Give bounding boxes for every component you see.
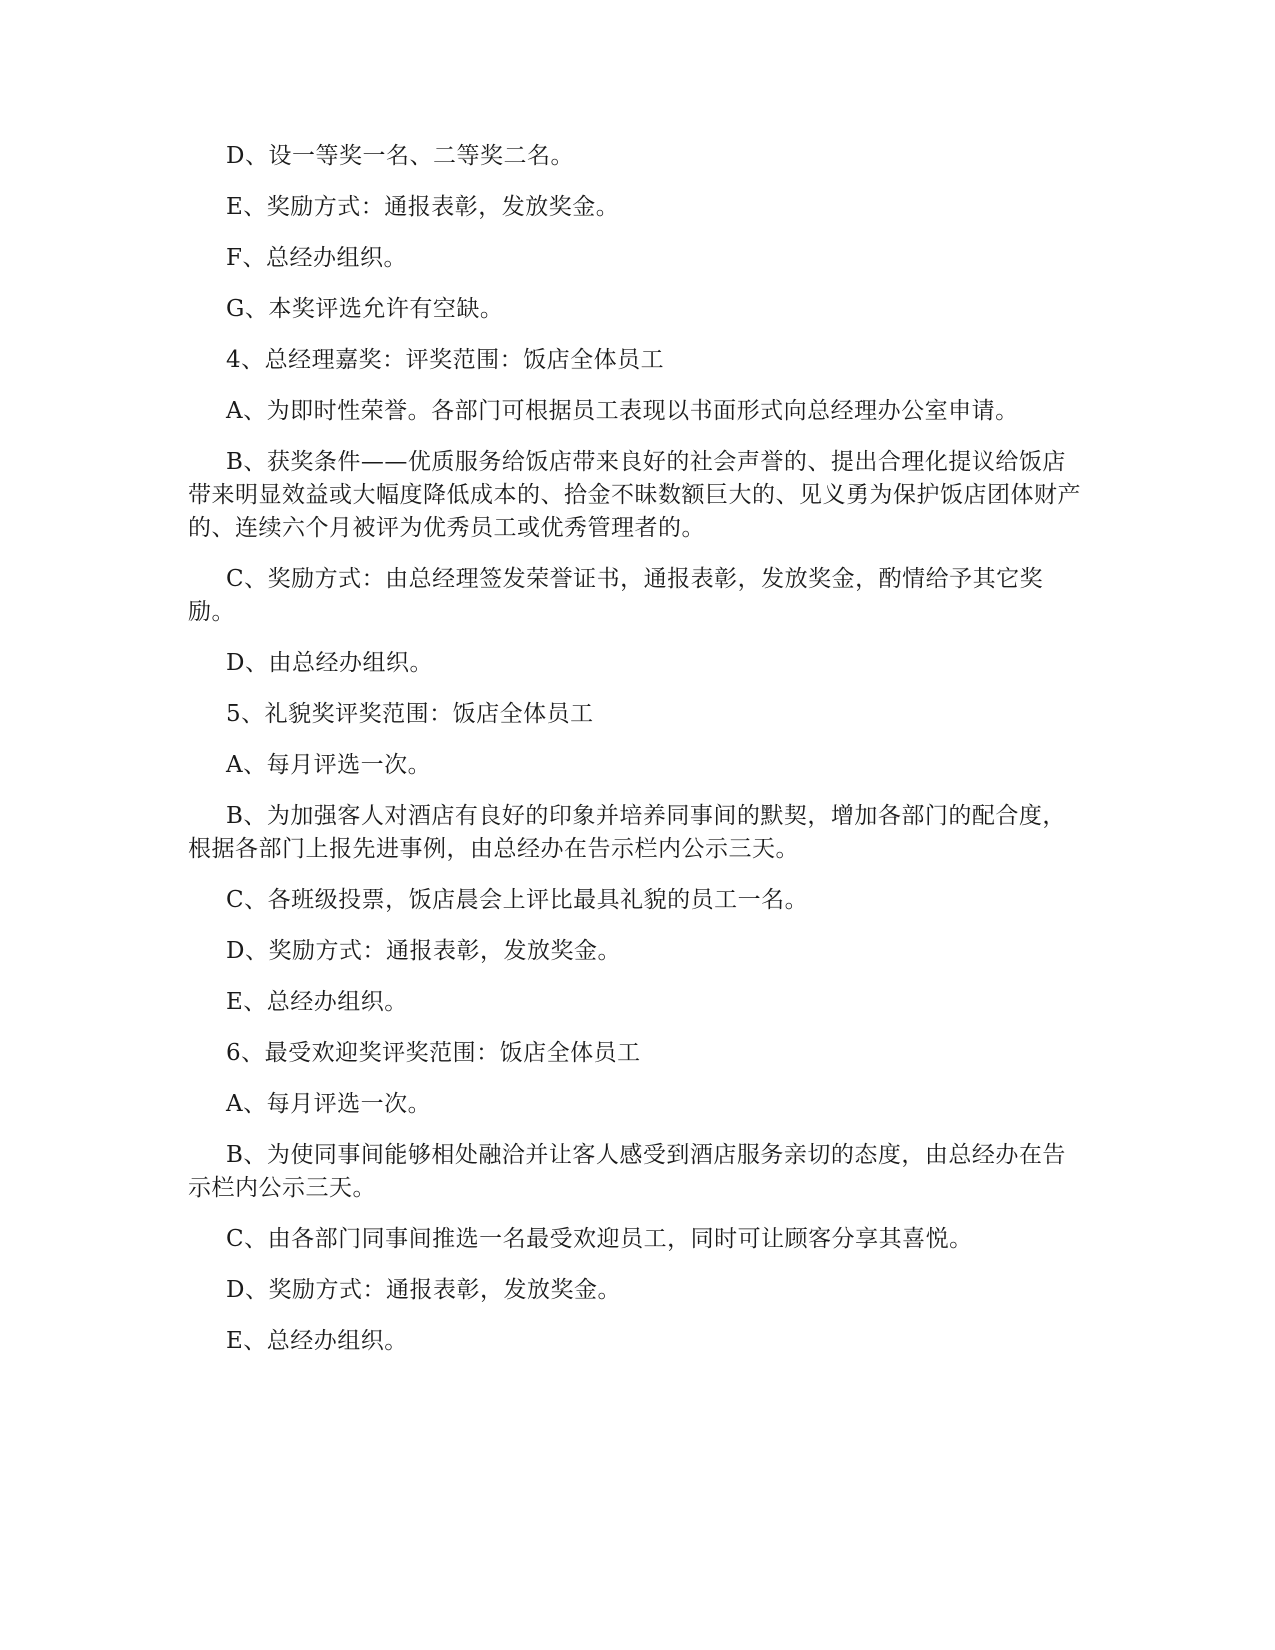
paragraph-e-courtesy-organizer: E、总经办组织。: [226, 989, 408, 1015]
section-heading-courtesy-award: 5、礼貌奖评奖范围：饭店全体员工: [226, 701, 594, 727]
paragraph-d-first-second-prize: D、设一等奖一名、二等奖二名。: [226, 143, 574, 169]
paragraph-c-popular-nomination: C、由各部门同事间推选一名最受欢迎员工，同时可让顾客分享其喜悦。: [226, 1226, 973, 1252]
paragraph-d-courtesy-reward-method: D、奖励方式：通报表彰，发放奖金。: [226, 938, 621, 964]
document-body: [188, 140, 1088, 1376]
paragraph-c-courtesy-vote: C、各班级投票，饭店晨会上评比最具礼貌的员工一名。: [226, 887, 809, 913]
paragraph-g-vacancy-allowed: G、本奖评选允许有空缺。: [226, 296, 504, 322]
paragraph-b-courtesy-purpose: B、为加强客人对酒店有良好的印象并培养同事间的默契，增加各部门的配合度，根据各部门上报先进事例，由总经办在告示栏内公示三天。: [188, 803, 1066, 862]
section-heading-most-popular-award: 6、最受欢迎奖评奖范围：饭店全体员工: [226, 1040, 641, 1066]
paragraph-b-popular-purpose: B、为使同事间能够相处融洽并让客人感受到酒店服务亲切的态度，由总经办在告示栏内公示三天。: [188, 1142, 1066, 1201]
paragraph-d-popular-reward-method: D、奖励方式：通报表彰，发放奖金。: [226, 1277, 621, 1303]
paragraph-b-award-conditions: B、获奖条件——优质服务给饭店带来良好的社会声誉的、提出合理化提议给饭店带来明显效益或大幅度降低成本的、拾金不昧数额巨大的、见义勇为保护饭店团体财产的、连续六个月被评为优秀员工或优秀管理者的。: [188, 449, 1081, 541]
paragraph-f-organizer: F、总经办组织。: [226, 245, 407, 271]
paragraph-e-popular-organizer: E、总经办组织。: [226, 1328, 408, 1354]
section-heading-gm-commendation: 4、总经理嘉奖：评奖范围：饭店全体员工: [226, 347, 665, 373]
paragraph-c-gm-reward-method: C、奖励方式：由总经理签发荣誉证书，通报表彰，发放奖金，酌情给予其它奖励。: [188, 566, 1044, 625]
paragraph-a-instant-honor: A、为即时性荣誉。各部门可根据员工表现以书面形式向总经理办公室申请。: [226, 398, 1019, 424]
paragraph-e-reward-method: E、奖励方式：通报表彰，发放奖金。: [226, 194, 620, 220]
paragraph-d-gm-organizer: D、由总经办组织。: [226, 650, 433, 676]
paragraph-a-courtesy-monthly: A、每月评选一次。: [226, 752, 432, 778]
paragraph-a-popular-monthly: A、每月评选一次。: [226, 1091, 432, 1117]
